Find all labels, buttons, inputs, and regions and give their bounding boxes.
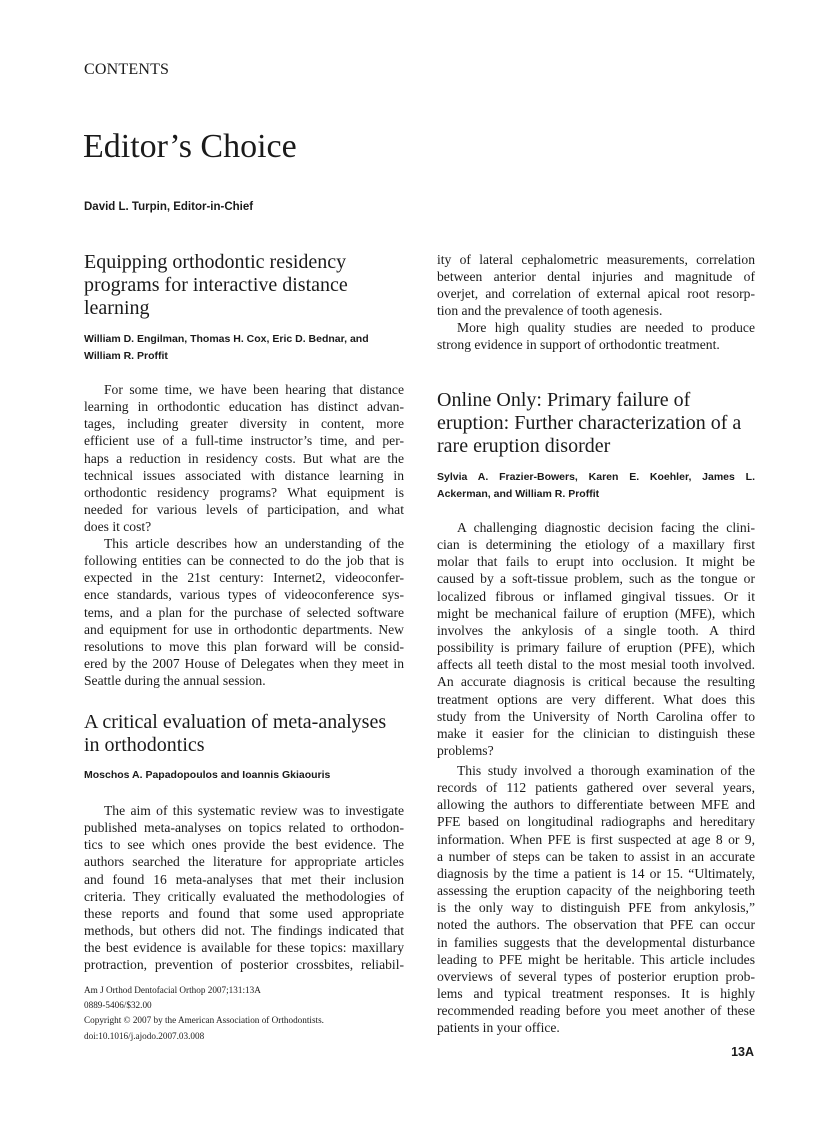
text-line: The aim of this systematic review was to investigate [104,803,404,818]
text-line: An accurate diagnosis is critical because the resulting [437,674,755,690]
text-line: noted the authors. The observation that PFE can occur [437,917,755,933]
text-line: affects all teeth distal to the most mesial tooth involved. [437,657,755,673]
article-2-heading[interactable] [84,711,404,757]
text-line: information. When PFE is first suspected at age 8 or 9, [437,831,755,847]
article-2-paragraph-2 [437,319,755,353]
text-line: overviews of several types of posterior eruption prob- [437,968,755,984]
text-line: protraction, prevention of posterior crossbites, reliabil- [84,957,404,973]
article-3-heading[interactable] [437,389,755,458]
text-line: needed for various levels of participation, and what [84,502,404,518]
text-line: overjet, and correlation of external apical root resorp- [437,286,755,302]
text-line: ity of lateral cephalometric measurements, correlation [437,252,755,267]
text-line: allowing the authors to differentiate between MFE and [437,797,755,813]
text-line: tion and the prevalence of tooth agenesis. [437,303,663,319]
text-line: assessing the eruption capacity of the neighboring teeth [437,883,755,899]
text-line: efficient use of a full-time instructor’s time, and per- [84,433,404,449]
text-line: localized fibrous or inflamed gingival tissues. Or it [437,588,755,604]
article-2-paragraph-1-continued [437,251,755,320]
text-line: is the only way to distinguish PFE from ankylosis,” [437,900,755,916]
text-line: William R. Proffit [84,349,168,362]
text-line: study from the University of North Carolina offer to [437,708,755,724]
text-line: haps a reduction in residency costs. But what are the [84,450,404,466]
text-line: Copyright © 2007 by the American Association of Orthodontists. [84,1015,324,1026]
text-line: For some time, we have been hearing that distance [104,382,404,397]
page-number: 13A [731,1045,754,1059]
text-line: doi:10.1016/j.ajodo.2007.03.008 [84,1030,205,1041]
text-line: Moschos A. Papadopoulos and Ioannis Gkiaouris [84,769,331,781]
text-line: involves the ankylosis of a single tooth. A third [437,622,755,638]
text-line: caused by a soft-tissue problem, such as the tongue or [437,571,755,587]
text-line: a number of steps can be taken to assist in an accurate [437,848,755,864]
text-line: This study involved a thorough examination of the [457,763,755,778]
text-line: tems, and a plan for the purchase of selected software [84,604,404,620]
text-line: molar that fails to erupt into occlusion. It might be [437,554,755,570]
text-line: rare eruption disorder [437,435,611,457]
text-line: More high quality studies are needed to produce [457,320,755,335]
text-line: Sylvia A. Frazier-Bowers, Karen E. Koehler, James L. [437,471,755,483]
text-line: resolutions to move this plan forward will be consid- [84,638,404,654]
article-3-paragraph-1 [437,519,755,759]
text-line: William D. Engilman, Thomas H. Cox, Eric D. Bednar, and [84,333,369,345]
text-line: possibility is primary failure of eruption (PFE), which [437,640,755,656]
text-line: A challenging diagnostic decision facing the clini- [457,520,755,535]
text-line: might be mechanical failure of eruption (MFE), which [437,605,755,621]
text-line: lems and typical treatment responses. It is highly [437,986,755,1002]
article-3-paragraph-2 [437,762,755,1037]
text-line: Online Only: Primary failure of [437,389,691,411]
text-line: This article describes how an understanding of the [104,536,404,551]
text-line: treatment options are very different. What does this [437,691,755,707]
article-2-paragraph-1 [84,802,404,974]
text-line: recommended reading before you meet another of these [437,1003,755,1019]
text-line: learning in orthodontic education has distinct advan- [84,399,404,415]
text-line: and found 16 meta-analyses that met their inclusion [84,871,404,887]
text-line: and equipment for use in orthodontic departments. New [84,621,404,637]
text-line: patients in your office. [437,1020,560,1036]
text-line: between anterior dental injuries and magnitude of [437,269,755,285]
article-1-authors [84,331,404,364]
article-1-paragraph-2 [84,535,404,689]
text-line: Am J Orthod Dentofacial Orthop 2007;131:13A [84,985,261,995]
text-line: orthodontic residency programs? What equipment is [84,484,404,500]
text-line: A critical evaluation of meta-analyses [84,711,387,733]
text-line: methods, but others did not. The findings indicated that [84,923,404,939]
text-line: following entities can be connected to do the job that is [84,553,404,569]
text-line: these reports and found that some used appropriate [84,905,404,921]
text-line: in orthodontics [84,734,205,756]
text-line: diagnosis by the time a patient is 14 or 15. “Ultimately, [437,865,755,881]
text-line: does it cost? [84,519,152,535]
text-line: learning [84,297,150,319]
text-line: make it easier for the clinician to distinguish these [437,725,755,741]
article-1-paragraph-1 [84,381,404,535]
text-line: leading to PFE might be heritable. This article includes [437,951,755,967]
text-line: PFE based on longitudinal radiographs and hereditary [437,814,755,830]
text-line: ered by the 2007 House of Delegates when they meet in [84,656,404,672]
citation-footer [84,983,324,1044]
text-line: tics to see which ones provide the best evidence. The [84,837,404,853]
section-label: CONTENTS [84,61,170,78]
text-line: tages, including greater diversity in content, more [84,416,404,432]
text-line: programs for interactive distance [84,274,348,296]
text-line: the best evidence is available for these topics: maxillary [84,940,404,956]
text-line: Seattle during the annual session. [84,673,266,689]
text-line: in families suggests that the developmental disturbance [437,934,755,950]
text-line: records of 112 patients gathered over several years, [437,780,755,796]
text-line: eruption: Further characterization of a [437,412,742,434]
page-title: Editor’s Choice [83,128,297,165]
editor-byline: David L. Turpin, Editor-in-Chief [84,201,254,213]
text-line: authors searched the literature for appropriate articles [84,854,404,870]
text-line: ence standards, various types of videoconference sys- [84,587,404,603]
text-line: expected in the 21st century: Internet2, videoconfer- [84,570,404,586]
text-line: strong evidence in support of orthodontic treatment. [437,337,720,353]
text-line: Ackerman, and William R. Proffit [437,487,600,500]
text-line: published meta-analyses on topics related to orthodon- [84,820,404,836]
text-line: problems? [437,743,494,759]
article-1-heading[interactable] [84,251,404,320]
text-line: technical issues associated with distance learning in [84,467,404,483]
article-2-authors [84,767,404,784]
text-line: 0889-5406/$32.00 [84,1000,152,1011]
article-3-authors [437,469,755,502]
text-line: criteria. They critically evaluated the methodologies of [84,888,404,904]
text-line: Equipping orthodontic residency [84,251,347,273]
text-line: cian is determining the etiology of a maxillary first [437,537,755,553]
